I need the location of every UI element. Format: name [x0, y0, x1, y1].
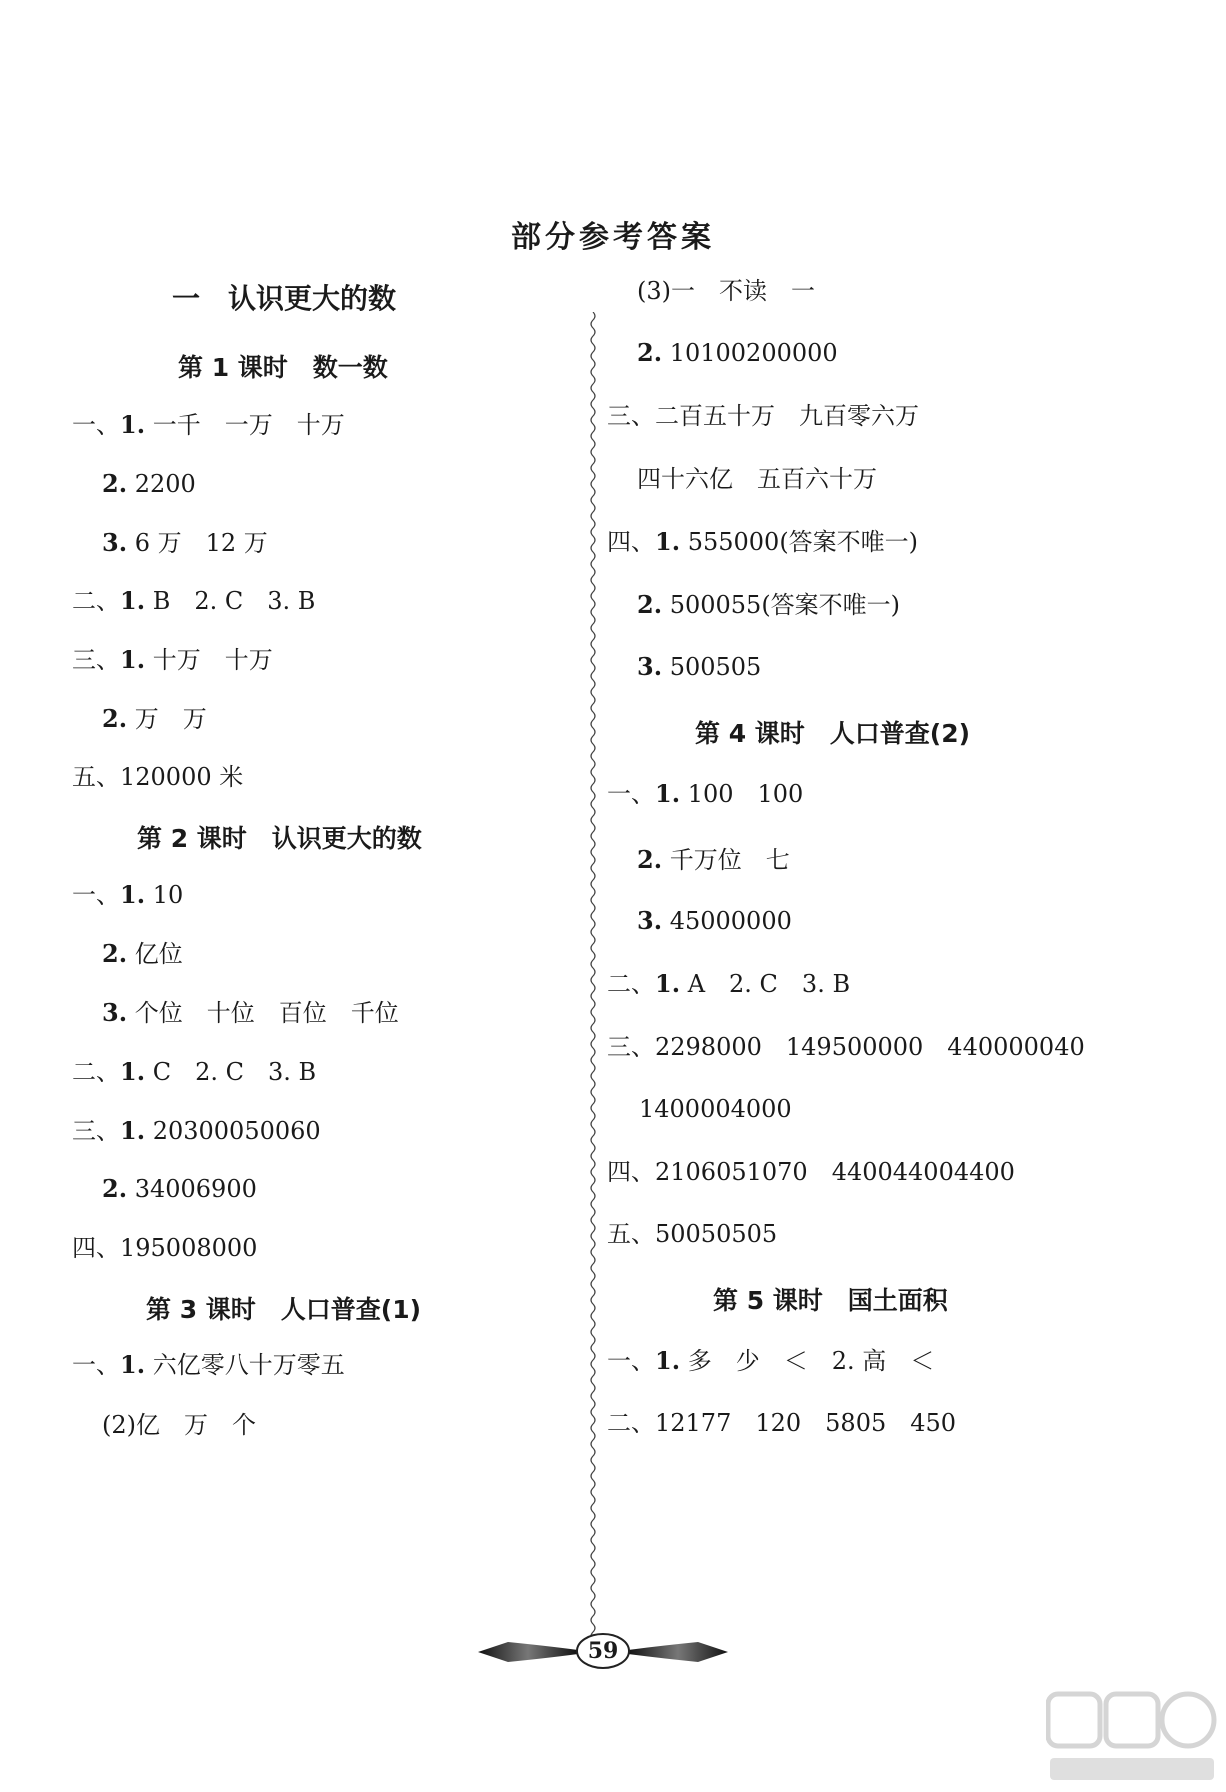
answer-line: 四、195008000	[72, 1234, 258, 1262]
answer-line: 2. 亿位	[102, 939, 183, 968]
answer-line: (3)一 不读 一	[637, 277, 815, 305]
answer-line: 一、1. 10	[72, 880, 184, 909]
answer-line: 三、1. 十万 十万	[72, 645, 273, 674]
lesson-2-title: 第 2 课时 认识更大的数	[137, 824, 422, 853]
answer-line: 2. 万 万	[102, 704, 207, 733]
answer-line: 五、50050505	[607, 1220, 778, 1248]
answer-line: 一、1. 一千 一万 十万	[72, 410, 345, 439]
answer-line: 2. 10100200000	[637, 338, 838, 367]
lesson-4-title: 第 4 课时 人口普查(2)	[695, 719, 971, 748]
answer-line: 四、1. 555000(答案不唯一)	[607, 527, 919, 556]
lesson-5-title: 第 5 课时 国土面积	[713, 1286, 948, 1315]
lesson-1-title: 第 1 课时 数一数	[178, 353, 388, 382]
watermark-logo	[1046, 1690, 1218, 1786]
answer-line: 三、2298000 149500000 440000040	[607, 1033, 1085, 1061]
answer-line: 五、120000 米	[72, 763, 244, 791]
column-divider	[588, 312, 598, 1642]
page-title: 部分参考答案	[511, 220, 715, 255]
answer-line: 3. 500505	[637, 652, 762, 681]
answer-line: 二、1. C 2. C 3. B	[72, 1057, 317, 1086]
answer-line: 一、1. 多 少 ＜ 2. 高 ＜	[607, 1346, 935, 1375]
answer-line: 四、2106051070 440044004400	[607, 1158, 1015, 1186]
lesson-3-title: 第 3 课时 人口普查(1)	[146, 1295, 422, 1324]
answer-line: 2. 千万位 七	[637, 845, 790, 874]
answer-line: 三、1. 20300050060	[72, 1116, 321, 1145]
answer-line: 二、12177 120 5805 450	[607, 1409, 957, 1437]
answer-line: 2. 34006900	[102, 1174, 257, 1203]
answer-line: (2)亿 万 个	[102, 1411, 256, 1439]
answer-line: 三、二百五十万 九百零六万	[607, 402, 919, 430]
page-number-ornament	[478, 1628, 728, 1676]
answer-line: 二、1. A 2. C 3. B	[607, 969, 851, 998]
answer-line: 3. 6 万 12 万	[102, 528, 268, 557]
answer-line: 四十六亿 五百六十万	[637, 465, 877, 493]
answer-line: 3. 45000000	[637, 906, 792, 935]
answer-line: 1400004000	[639, 1095, 792, 1123]
answer-line: 2. 500055(答案不唯一)	[637, 590, 901, 619]
unit-title: 一 认识更大的数	[172, 282, 397, 315]
answer-line: 二、1. B 2. C 3. B	[72, 586, 316, 615]
answer-line: 3. 个位 十位 百位 千位	[102, 998, 399, 1027]
answer-line: 一、1. 100 100	[607, 779, 804, 808]
answer-line: 一、1. 六亿零八十万零五	[72, 1350, 345, 1379]
answer-line: 2. 2200	[102, 469, 196, 498]
page-number: 59	[587, 1638, 619, 1664]
